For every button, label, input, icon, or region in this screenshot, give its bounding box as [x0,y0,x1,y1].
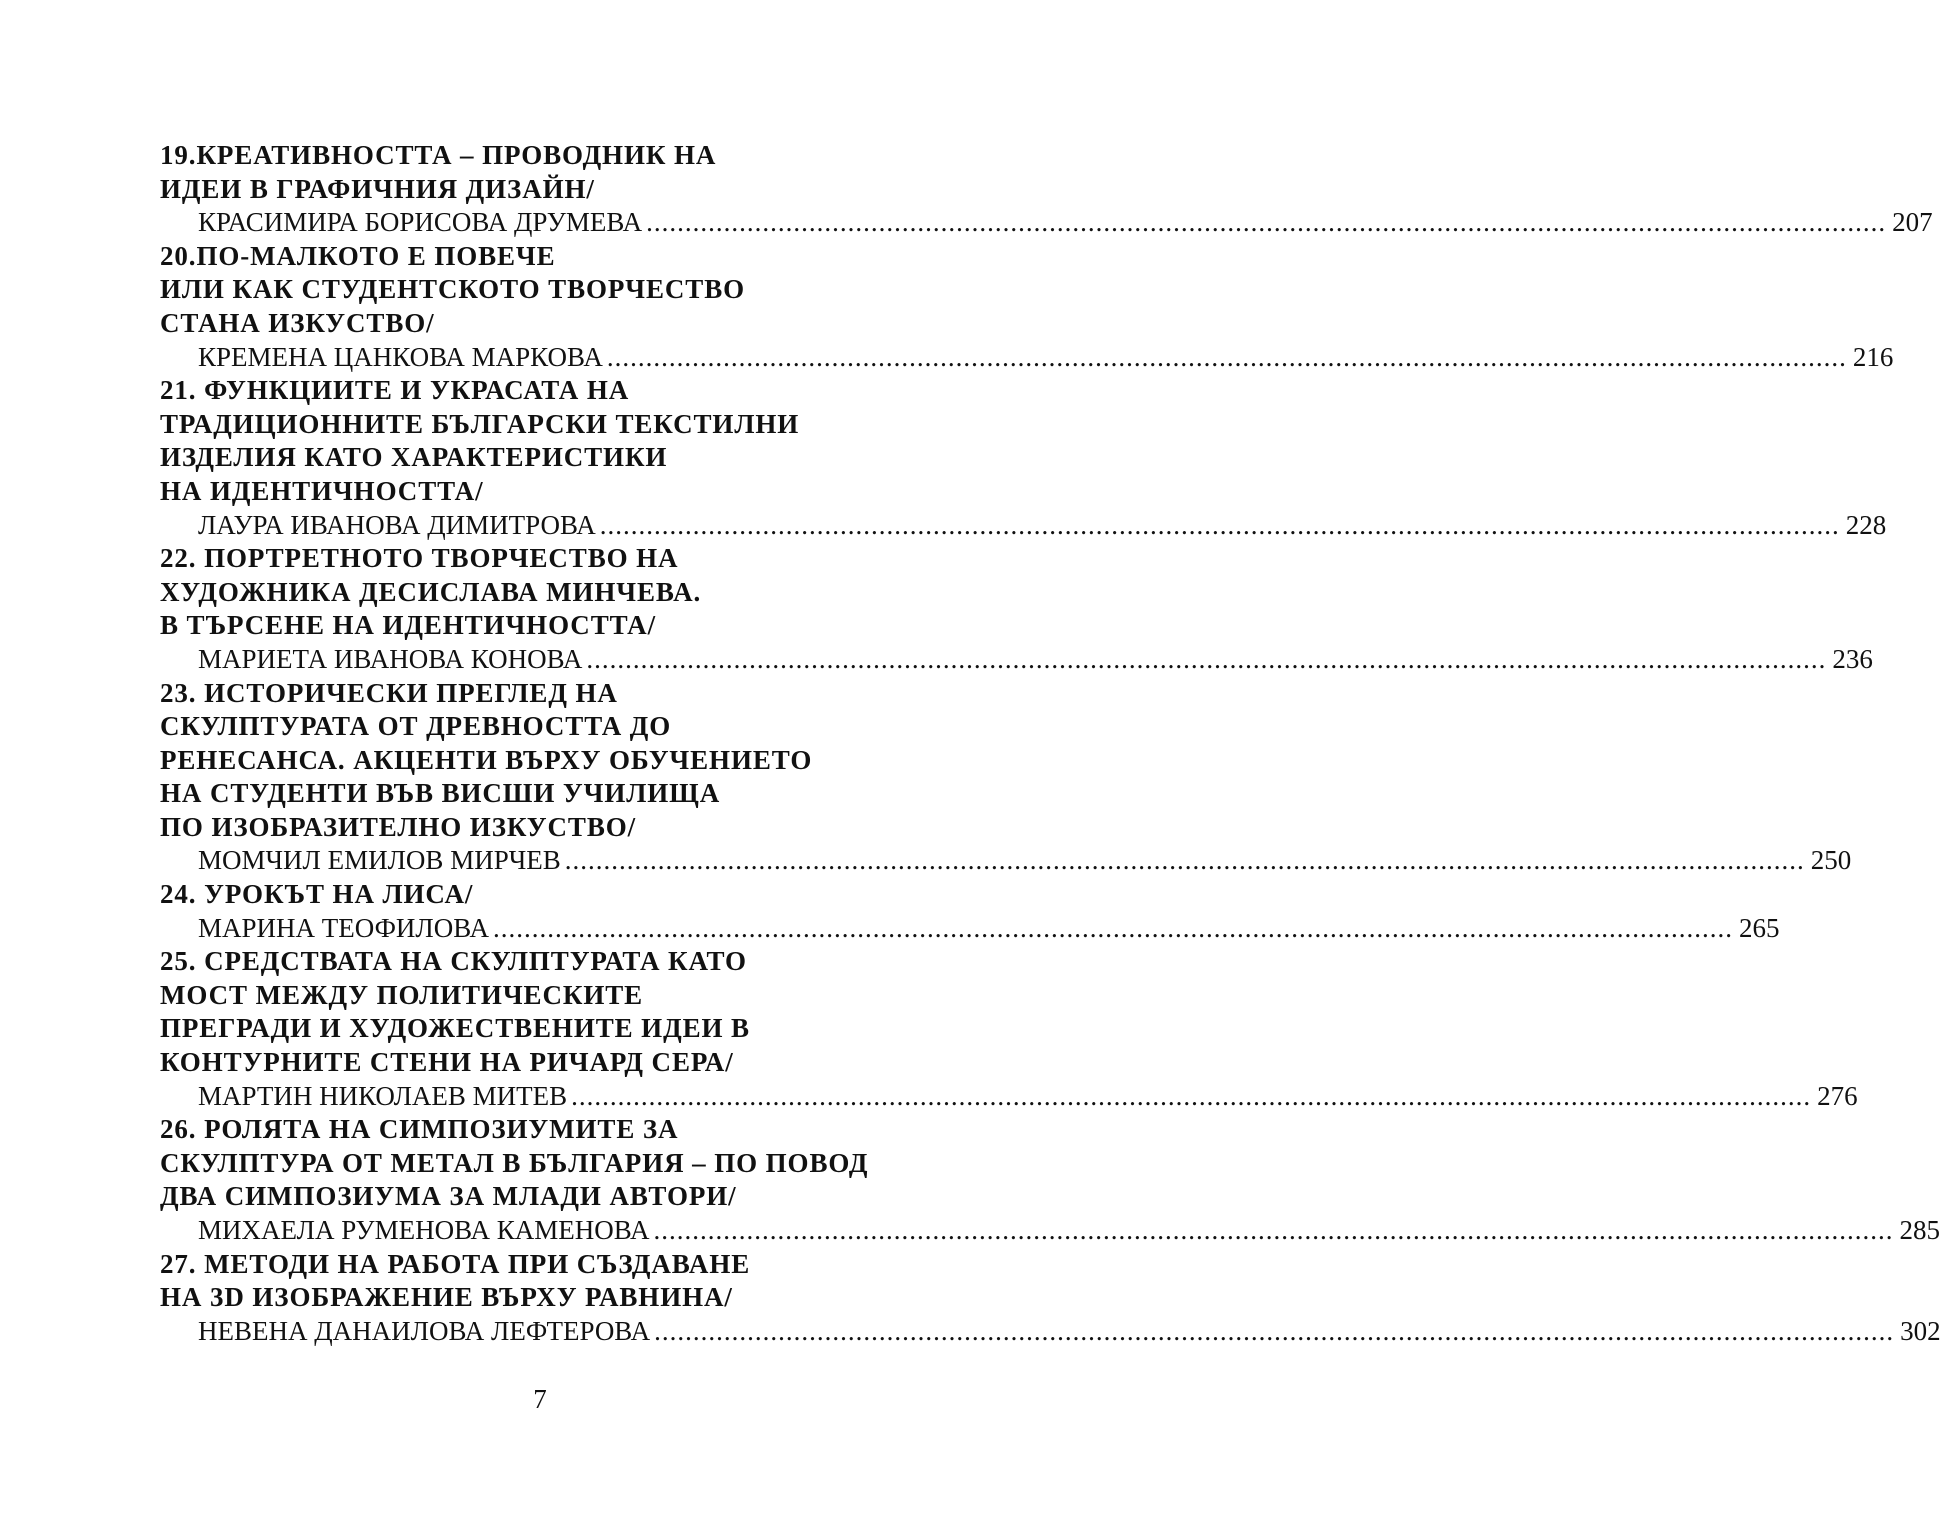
toc-entry-author: КРЕМЕНА ЦАНКОВА МАРКОВА [198,341,603,372]
toc-entry-page-number: 228 [1845,509,1887,540]
toc-entry-author-line [160,844,1852,878]
toc-entry-title-line: ХУДОЖНИКА ДЕСИСЛАВА МИНЧЕВА. [160,576,702,607]
toc-entry-title-line: ДВА СИМПОЗИУМА ЗА МЛАДИ АВТОРИ/ [160,1181,737,1212]
toc-entry-title-line: СКУЛПТУРАТА ОТ ДРЕВНОСТТА ДО [160,711,672,742]
toc-entry-title-line: ПРЕГРАДИ И ХУДОЖЕСТВЕНИТЕ ИДЕИ В [160,1013,750,1044]
toc-entry-title-line: ИЛИ КАК СТУДЕНТСКОТО ТВОРЧЕСТВО [160,274,746,305]
toc-entry-title-line: НА 3D ИЗОБРАЖЕНИЕ ВЪРХУ РАВНИНА/ [160,1282,733,1313]
dot-leader: ................................................................................................................................................................ [653,1215,1894,1245]
toc-entry-author-line [160,206,1933,240]
toc-entry-title-line: В ТЪРСЕНЕ НА ИДЕНТИЧНОСТТА/ [160,610,656,641]
toc-entry-title-line: НА СТУДЕНТИ ВЪВ ВИСШИ УЧИЛИЩА [160,778,721,809]
toc-entry-author-line [160,341,1894,375]
page-number: 7 [533,1384,547,1414]
toc-entry-author-line [160,643,1873,677]
toc-entry [160,945,1858,1113]
toc-entry-author: НЕВЕНА ДАНАИЛОВА ЛЕФТЕРОВА [198,1315,651,1346]
toc-entry-author-line [160,912,1780,946]
toc-entry-author: МАРИЕТА ИВАНОВА КОНОВА [198,643,583,674]
toc-entry [160,677,1852,879]
toc-entry [160,139,1933,240]
toc-entry-title-line: МОСТ МЕЖДУ ПОЛИТИЧЕСКИТЕ [160,979,644,1010]
toc-entry-title-line: ПО ИЗОБРАЗИТЕЛНО ИЗКУСТВО/ [160,811,637,842]
table-of-contents [160,139,1941,1348]
dot-leader: ................................................................................................................................................................ [606,341,1847,372]
toc-entry-author-line [160,509,1887,543]
dot-leader: ................................................................................................................................................................ [654,1315,1895,1346]
toc-entry-author: ЛАУРА ИВАНОВА ДИМИТРОВА [198,509,596,540]
toc-entry-title-line: ИДЕИ В ГРАФИЧНИЯ ДИЗАЙН/ [160,173,595,204]
toc-entry [160,374,1887,542]
toc-entry-page-number: 207 [1892,207,1933,238]
toc-entry-page-number: 216 [1852,341,1894,372]
toc-entry [160,878,1780,945]
toc-entry-page-number: 236 [1832,643,1873,674]
dot-leader: ................................................................................................................................................................ [599,509,1840,540]
toc-entry-title-line: СТАНА ИЗКУСТВО/ [160,307,435,338]
toc-entry [160,542,1873,676]
toc-entry-title-line: ТРАДИЦИОННИТЕ БЪЛГАРСКИ ТЕКСТИЛНИ [160,408,800,439]
toc-entry-author: КРАСИМИРА БОРИСОВА ДРУМЕВА [198,207,643,238]
toc-entry-title-line: 23. ИСТОРИЧЕСКИ ПРЕГЛЕД НА [160,677,618,708]
toc-entry-title-line: 25. СРЕДСТВАТА НА СКУЛПТУРАТА КАТО [160,946,747,977]
toc-entry-page-number: 285 [1899,1215,1941,1245]
toc-entry-title-line: 21. ФУНКЦИИТЕ И УКРАСАТА НА [160,375,630,406]
dot-leader: ................................................................................................................................................................ [646,207,1887,238]
toc-entry-author-line [160,1080,1858,1114]
toc-entry-author: МОМЧИЛ ЕМИЛОВ МИРЧЕВ [198,845,561,876]
toc-entry-title-line: 22. ПОРТРЕТНОТО ТВОРЧЕСТВО НА [160,543,679,574]
toc-entry-author: МАРТИН НИКОЛАЕВ МИТЕВ [198,1080,568,1111]
toc-entry-page-number: 276 [1817,1080,1858,1111]
toc-entry-title-line: 19.КРЕАТИВНОСТТА – ПРОВОДНИК НА [160,140,717,170]
toc-entry-page-number: 265 [1739,912,1780,943]
dot-leader: ................................................................................................................................................................ [586,643,1827,674]
dot-leader: ................................................................................................................................................................ [493,912,1734,943]
toc-entry-author: МАРИНА ТЕОФИЛОВА [198,912,490,943]
toc-entry-author: МИХАЕЛА РУМЕНОВА КАМЕНОВА [198,1215,650,1245]
toc-entry-author-line [160,1214,1941,1248]
toc-entry [160,240,1894,374]
toc-entry-title-line: 26. РОЛЯТА НА СИМПОЗИУМИТЕ ЗА [160,1114,679,1145]
dot-leader: ................................................................................................................................................................ [571,1080,1812,1111]
toc-entry [160,1113,1941,1247]
toc-entry [160,1248,1941,1349]
toc-entry-title-line: 24. УРОКЪТ НА ЛИСА/ [160,879,474,910]
toc-entry-page-number: 250 [1810,845,1852,876]
toc-entry-title-line: РЕНЕСАНСА. АКЦЕНТИ ВЪРХУ ОБУЧЕНИЕТО [160,744,813,775]
toc-entry-title-line: ИЗДЕЛИЯ КАТО ХАРАКТЕРИСТИКИ [160,442,668,473]
toc-entry-title-line: СКУЛПТУРА ОТ МЕТАЛ В БЪЛГАРИЯ – ПО ПОВОД [160,1147,869,1178]
toc-entry-author-line [160,1315,1941,1349]
toc-entry-title-line: НА ИДЕНТИЧНОСТТА/ [160,475,484,506]
toc-entry-title-line: 27. МЕТОДИ НА РАБОТА ПРИ СЪЗДАВАНЕ [160,1248,751,1279]
toc-entry-title-line: 20.ПО-МАЛКОТО Е ПОВЕЧЕ [160,240,556,271]
dot-leader: ................................................................................................................................................................ [564,845,1805,876]
toc-entry-page-number: 302 [1900,1315,1941,1346]
toc-entry-title-line: КОНТУРНИТЕ СТЕНИ НА РИЧАРД СЕРА/ [160,1047,734,1078]
